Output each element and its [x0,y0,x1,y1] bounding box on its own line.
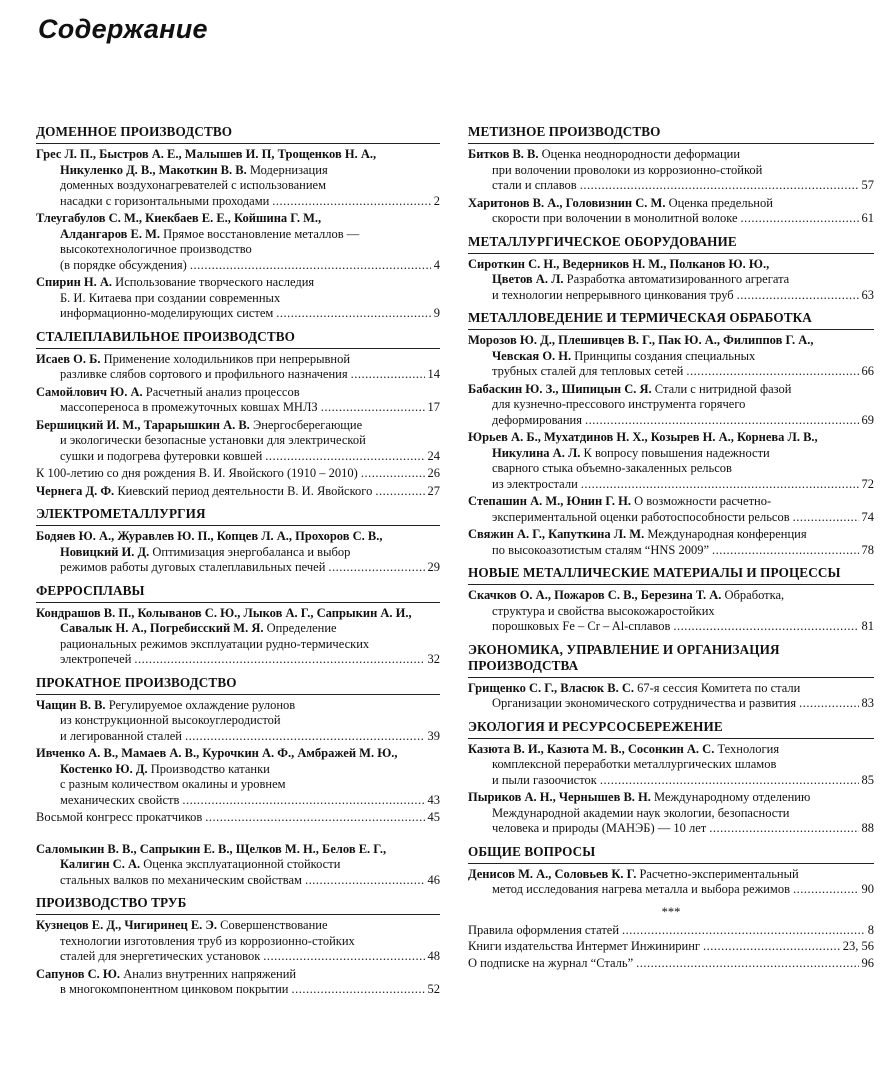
entry-line [36,652,440,668]
dot-leader [737,288,859,304]
dot-leader [328,560,424,576]
entry-text: и технологии непрерывного цинкования труб [492,287,734,302]
entry-text: деформирования [492,412,582,427]
section-heading: МЕТИЗНОЕ ПРОИЗВОДСТВО [468,124,874,144]
toc-entry[interactable] [36,606,440,668]
toc-entry[interactable] [468,867,874,898]
entry-text: режимов работы дуговых сталеплавильных печей [60,560,326,574]
toc-entry[interactable] [36,484,440,500]
toc-section [36,329,440,500]
entry-text: разливке слябов сортового и профильного назначения [60,367,348,381]
toc-entry[interactable] [36,385,440,416]
toc-section [36,583,440,668]
dot-leader [709,821,858,837]
toc-section [468,234,874,304]
entry-line: Свяжин А. Г., Капуткина Л. М. Международная конференция [468,527,807,541]
toc-entry[interactable] [468,956,874,972]
toc-entry[interactable] [468,790,874,837]
entry-line: Денисов М. А., Соловьев К. Г. Расчетно-экспериментальный [468,866,799,881]
page-number: 66 [861,364,874,378]
entry-line: Костенко Ю. Д. Производство катанки [60,761,270,776]
entry-line: структура и свойства высокожаростойких [492,603,715,618]
entry-text: (в порядке обсуждения) [60,257,187,272]
page-number: 74 [861,509,874,524]
dot-leader [182,793,424,809]
toc-section [36,675,440,889]
dot-leader [799,696,858,712]
entry-line: Бодяев Ю. А., Журавлев Ю. П., Копцев Л. А., Прохоров С. В., [36,529,383,543]
toc-section [468,310,874,558]
entry-text: механических свойств [60,792,180,807]
section-heading: ОБЩИЕ ВОПРОСЫ [468,844,874,864]
entry-line: Спирин Н. А. Использование творческого наследия [36,275,315,289]
toc-entry[interactable] [468,742,874,789]
dot-leader [585,413,859,429]
toc-column-right [468,124,874,972]
entry-line [468,923,874,939]
entry-line: Б. И. Китаева при создании современных [60,290,281,305]
entry-line: Бершицкий И. М., Тарарышкин А. В. Энергосберегающие [36,417,363,432]
toc-section [36,124,440,322]
entry-line: сварного стыка объемно-закаленных рельсов [492,461,732,475]
entry-line: при волочении проволоки из коррозионно-стойкой [492,162,763,177]
spacer [36,828,440,842]
toc-section [468,844,874,898]
dot-leader [292,982,425,998]
entry-line [468,619,874,635]
page-number: 72 [861,476,874,491]
toc-entry[interactable] [468,527,874,558]
toc-entry[interactable] [36,698,440,745]
page-number: 90 [861,882,874,896]
entry-line [36,466,440,482]
page-number: 39 [427,728,440,743]
entry-line [468,821,874,837]
dot-leader [375,484,424,500]
dot-leader [351,367,425,383]
entry-text: стали и сплавов [492,178,577,192]
entry-line [468,288,874,304]
page-number: 63 [861,287,874,302]
entry-line: Международной академии наук экологии, безопасности [492,805,790,820]
toc-entry[interactable] [468,923,874,939]
entry-line: Пыриков А. Н., Чернышев В. Н. Международному отделению [468,790,811,804]
entry-line: Ивченко А. В., Мамаев А. В., Курочкин А. Ф., Амбражей М. Ю., [36,746,398,760]
entry-line: Грищенко С. Г., Власюк В. С. 67-я сессия Комитета по стали [468,680,801,695]
entry-line: Морозов Ю. Д., Плешивцев В. Г., Пак Ю. А., Филиппов Г. А., [468,333,814,347]
entry-line [36,949,440,965]
entry-text: О подписке на журнал “Сталь” [468,955,634,970]
toc-entry[interactable] [36,918,440,965]
page-number: 57 [861,178,874,192]
entry-line: для кузнечно-прессового инструмента горячего [492,397,746,411]
entry-line: Новицкий И. Д. Оптимизация энергобаланса и выбор [60,544,351,559]
page-number: 61 [861,211,874,225]
entry-line [36,194,440,210]
page-number: 81 [861,619,874,633]
entry-line [468,773,874,789]
toc-entry[interactable] [468,681,874,712]
page-number: 83 [861,696,874,710]
entry-text: скорости при волочении в монолитной волоке [492,211,738,225]
page-title: Содержание [38,14,208,44]
toc-entry[interactable] [468,196,874,227]
entry-text: Организации экономического сотрудничества и развития [492,696,797,710]
entry-line: Савалык Н. А., Погребисский М. Я. Определение [60,621,337,635]
entry-text: Книги издательства Интермет Инжиниринг [468,939,701,953]
entry-text: сталей для энергетических установок [60,949,261,963]
entry-text: информационно-моделирующих систем [60,306,274,320]
entry-text: метод исследования нагрева металла и выбора режимов [492,882,790,896]
section-heading: СТАЛЕПЛАВИЛЬНОЕ ПРОИЗВОДСТВО [36,329,440,349]
page-number: 69 [861,412,874,427]
toc-entry[interactable] [468,430,874,492]
entry-line: Степашин А. М., Юнин Г. Н. О возможности расчетно- [468,494,772,508]
entry-line: Саломыкин В. В., Сапрыкин Е. В., Щелков М. Н., Белов Е. Г., [36,841,387,856]
entry-text: в многокомпонентном цинковом покрытии [60,982,289,996]
section-heading: ФЕРРОСПЛАВЫ [36,583,440,603]
toc-entry[interactable] [468,588,874,635]
page-number: 29 [427,560,440,574]
toc-entry[interactable] [468,494,874,525]
dot-leader [305,873,425,889]
page-number: 48 [427,949,440,963]
entry-line: Кузнецов Е. Д., Чигиринец Е. Э. Совершенствование [36,918,328,932]
toc-section [468,565,874,635]
entry-line: Грес Л. П., Быстров А. Е., Малышев И. П, Трощенков Н. А., [36,147,377,161]
page-number: 9 [433,306,440,320]
toc-entry[interactable] [36,810,440,826]
toc-entry[interactable] [36,147,440,209]
entry-line: Чащин В. В. Регулируемое охлаждение рулонов [36,697,296,712]
toc-section [36,506,440,576]
dot-leader [622,923,865,939]
entry-line: Битков В. В. Оценка неоднородности деформации [468,147,741,161]
toc-entry[interactable] [468,382,874,429]
entry-line [36,367,440,383]
entry-line: и экологически безопасные установки для электрической [60,433,366,447]
dot-leader [263,949,424,965]
entry-line [36,484,440,500]
page-number: 8 [867,922,874,937]
page-number: 17 [427,400,440,414]
dot-leader [581,477,859,493]
entry-line [36,258,440,274]
entry-line: Скачков О. А., Пожаров С. В., Березина Т. А. Обработка, [468,588,785,602]
entry-line: Казюта В. И., Казюта М. В., Сосонкин А. С. Технология [468,741,780,756]
entry-line: Юрьев А. Б., Мухатдинов Н. Х., Козырев Н. А., Корнева Л. В., [468,430,818,444]
dot-leader [673,619,858,635]
entry-line: рациональных режимов эксплуатации рудно-термических [60,636,370,651]
dot-leader [636,956,858,972]
entry-text: по высокоазотистым сталям “HNS 2009” [492,542,710,557]
dot-leader [793,882,859,898]
toc-entry[interactable] [468,257,874,304]
page-number: 2 [433,193,440,208]
toc-entry[interactable] [36,466,440,482]
entry-text: порошковых Fe – Cr – Al-сплавов [492,619,671,633]
toc-section [36,895,440,998]
entry-line: комплексной переработки металлургических шламов [492,757,777,771]
page-number: 52 [427,982,440,996]
dot-leader [185,729,425,745]
entry-text: Правила оформления статей [468,922,620,937]
dot-leader [741,211,859,227]
dot-leader [272,194,430,210]
toc-entry[interactable] [36,529,440,576]
entry-line: доменных воздухонагревателей с использованием [60,178,326,192]
entry-line [468,543,874,559]
entry-line [468,477,874,493]
entry-line: из конструкционной высокоуглеродистой [60,713,281,727]
entry-line: Бабаскин Ю. З., Шипицын С. Я. Стали с нитридной фазой [468,381,792,396]
entry-line [468,956,874,972]
entry-line: с разным количеством окалины и уровнем [60,777,286,791]
entry-line [36,793,440,809]
dot-leader [265,449,424,465]
section-heading: ПРОИЗВОДСТВО ТРУБ [36,895,440,915]
section-heading: МЕТАЛЛУРГИЧЕСКОЕ ОБОРУДОВАНИЕ [468,234,874,254]
entry-text: и легированной сталей [60,728,182,743]
entry-text: из электростали [492,476,578,491]
entry-line [468,882,874,898]
entry-line: Сапунов С. Ю. Анализ внутренних напряжений [36,966,297,981]
toc-section [468,642,874,712]
entry-text: экспериментальной оценки работоспособности рельсов [492,509,790,524]
entry-text: человека и природы (МАНЭБ) — 10 лет [492,821,707,835]
toc-entry[interactable] [468,147,874,194]
page-number: 88 [861,821,874,835]
dot-leader [276,306,430,322]
page-number: 45 [427,810,440,824]
entry-text: стальных валков по механическим свойствам [60,872,302,887]
entry-line [36,873,440,889]
dot-leader [321,400,425,416]
entry-line: Кондрашов В. П., Колыванов С. Ю., Лыков А. Г., Сапрыкин А. И., [36,605,412,620]
dot-leader [686,364,858,380]
section-heading: ЭЛЕКТРОМЕТАЛЛУРГИЯ [36,506,440,526]
entry-line: Никуленко Д. В., Макоткин В. В. Модернизация [60,162,328,177]
entry-text: трубных сталей для тепловых сетей [492,364,684,378]
entry-line: Цветов А. Л. Разработка автоматизированного агрегата [492,272,790,286]
entry-line: Никулина А. Л. К вопросу повышения надежности [492,445,770,460]
toc-entry[interactable] [36,746,440,808]
entry-line: Самойлович Ю. А. Расчетный анализ процессов [36,384,300,399]
page-number: 43 [427,792,440,807]
entry-line [468,364,874,380]
dot-leader [703,939,840,955]
separator-stars: *** [661,904,681,919]
entry-line: высокотехнологичное производство [60,242,252,256]
section-heading: МЕТАЛЛОВЕДЕНИЕ И ТЕРМИЧЕСКАЯ ОБРАБОТКА [468,310,874,330]
toc-entry[interactable] [36,967,440,998]
section-heading: ДОМЕННОЕ ПРОИЗВОДСТВО [36,124,440,144]
entry-line [36,449,440,465]
toc-section [468,719,874,837]
toc-section [468,124,874,227]
dot-leader [205,810,424,826]
toc-entry[interactable] [36,275,440,322]
dot-leader [190,258,431,274]
entry-line [468,510,874,526]
dot-leader [580,178,859,194]
entry-line: Сироткин С. Н., Ведерников Н. М., Полканов Ю. Ю., [468,256,770,271]
entry-text: Восьмой конгресс прокатчиков [36,810,203,824]
dot-leader [600,773,859,789]
entry-line: Калигин С. А. Оценка эксплуатационной стойкости [60,857,341,871]
section-heading: ЭКОЛОГИЯ И РЕСУРСОСБЕРЕЖЕНИЕ [468,719,874,739]
section-heading: ПРОКАТНОЕ ПРОИЗВОДСТВО [36,675,440,695]
entry-text: Чернега Д. Ф. Киевский период деятельности В. И. Явойского [36,483,373,498]
toc-entry[interactable] [36,842,440,889]
entry-line [468,178,874,194]
entry-text: сушки и подогрева футеровки ковшей [60,448,263,463]
page-number: 26 [427,466,440,480]
entry-line: Чевская О. Н. Принципы создания специальных [492,348,756,363]
dot-leader [712,543,858,559]
entry-text: электропечей [60,652,132,666]
entry-line: Харитонов В. А., Головизнин С. М. Оценка предельной [468,195,773,210]
dot-leader [793,510,859,526]
entry-text: и пыли газоочисток [492,772,597,787]
entry-text: К 100-летию со дня рождения В. И. Явойского (1910 – 2010) [36,466,358,480]
entry-line [36,729,440,745]
entry-line [468,939,874,955]
page-number: 46 [427,872,440,887]
page-number: 23, 56 [842,939,874,953]
toc-entry[interactable] [36,418,440,465]
section-heading: НОВЫЕ МЕТАЛЛИЧЕСКИЕ МАТЕРИАЛЫ И ПРОЦЕССЫ [468,565,874,585]
toc-entry[interactable] [36,211,440,273]
section-heading: ЭКОНОМИКА, УПРАВЛЕНИЕ И ОРГАНИЗАЦИЯ ПРОИЗВОДСТВА [468,642,874,678]
entry-line: Алдангаров Е. М. Прямое восстановление металлов — [60,226,360,241]
page-number: 24 [427,448,440,463]
page-number: 32 [427,652,440,666]
entry-line [36,560,440,576]
page-number: 4 [433,257,440,272]
entry-line: Тлеугабулов С. М., Киекбаев Е. Е., Койшина Г. М., [36,211,322,225]
entry-line [36,810,440,826]
toc-entry[interactable] [468,333,874,380]
dot-leader [134,652,424,668]
entry-line [468,696,874,712]
entry-line [468,413,874,429]
page-number: 85 [861,772,874,787]
entry-line: технологии изготовления труб из коррозионно-стойких [60,933,355,948]
page-number: 14 [427,367,440,381]
entry-text: насадки с горизонтальными проходами [60,193,270,208]
page-number: 78 [861,542,874,557]
dot-leader [361,466,425,482]
misc-entries [468,923,874,972]
toc-entry[interactable] [468,939,874,955]
toc-entry[interactable] [36,352,440,383]
entry-line [36,982,440,998]
page-number: 27 [427,483,440,498]
entry-text: массопереноса в промежуточных ковшах МНЛЗ [60,400,318,414]
toc-column-left [36,124,440,1005]
entry-line [468,211,874,227]
page-number: 96 [861,955,874,970]
entry-line [36,400,440,416]
entry-line [36,306,440,322]
entry-line: Исаев О. Б. Применение холодильников при непрерывной [36,351,351,366]
